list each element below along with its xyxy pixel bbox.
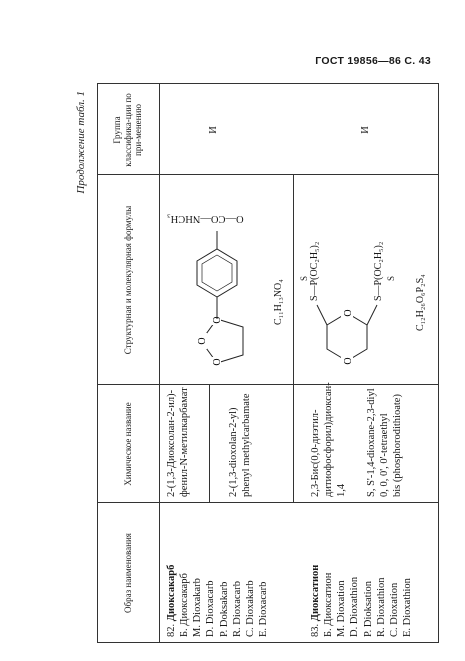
row-82-name: Диоксакарб [166,564,177,622]
row-83-s-bottom: S [386,275,396,281]
chem-ru-line: 2-(1,3-Диоксолан-2-ил)- [166,389,177,497]
row-83-formula: C₁₂H₂₆O₆P₂S₄ [415,274,426,331]
oxygen-label: O [212,316,223,324]
row-82-chem-en [227,387,253,497]
row-82-side-group [167,185,277,225]
row-82-formula: C₁₁H₁₃NO₄ [273,279,284,325]
column-divider-3 [97,174,439,175]
column-header-chemical: Химическое название [122,402,133,486]
oxygen-label: O [197,337,208,345]
continuation-caption: Продолжение табл. 1 [75,91,87,194]
rotated-table-page [69,83,439,643]
row-83-s-top: S [299,275,309,281]
table-top-border [97,83,98,643]
row-83-variant: М. Dioxation [336,580,348,637]
row-82-variant: P. Doksakarb [218,581,230,637]
column-header-group: Группа классифика-ции по при-менению [112,93,144,167]
row-83-struct-top: S—P(OC₂H₅)₂ [309,241,320,301]
column-header-formula: Структурная и молекулярная формулы [122,205,133,355]
row-83-group: И [360,126,371,134]
row-83-variant: P. Dioksation [362,580,374,637]
table-right-border [97,83,439,84]
row-83-chem-ru [309,382,348,497]
header-divider [159,83,160,643]
page-header: ГОСТ 19856—86 С. 43 [315,55,431,67]
oxygen-label: O [212,358,223,366]
row-82-struct-label: O—CO—NHCH₃ [167,213,244,224]
row-83-name-cell [309,505,414,637]
column-divider-1 [97,502,439,503]
oxygen-label: O [343,357,354,365]
row-82-inner-divider [209,385,210,503]
row-82-group: И [208,126,219,134]
table-bottom-border [438,83,439,643]
dioxane-ring [327,313,367,361]
chem-en-line: bis (phosphorodithioate) [392,394,404,497]
chem-ru-line: 1,4 [336,483,348,497]
row-divider [293,175,294,503]
table [97,83,439,643]
chem-en-line: 0, 0, 0', 0'-tetraethyl [379,413,391,497]
chem-en-line: phenyl methylcarbamate [241,393,253,497]
chem-ru-line: 2,3-Бис(0,0-диэтил- [310,409,321,497]
row-83-variant: C. Dioxation [388,582,400,637]
chem-en-line: S, S'-1,4-dioxane-2,3-diyl [366,388,377,497]
column-header-name: Образ наименования [122,533,133,613]
row-83-chem-en [365,387,404,497]
row-83-variant: R. Dioxathion [375,577,387,637]
row-83-variant: E. Dioxathion [401,578,413,637]
row-83-variant: D. Dioxathion [349,576,361,637]
row-82-variant: R. Dioxacarb [231,581,243,637]
row-82-variant: М. Dioxakarb [192,578,204,637]
chem-ru-line: дитиофосфорил)диоксан- [323,382,335,497]
chem-en-line: 2-(1,3-dioxolan-2-yl) [228,407,239,497]
row-82-number: 82. [166,623,177,637]
chem-ru-line: фенил-N-метилкарбамат [179,387,191,497]
column-divider-2 [97,384,439,385]
row-82-variant: C. Dioxakarb [244,580,256,637]
row-82-name-cell [165,505,270,637]
row-82-variant: Б. Диоксакарб [179,573,191,637]
row-82-variant: E. Dioxacarb [257,581,269,637]
benzene-ring [197,249,237,297]
row-83-name: Диоксатион [310,564,321,622]
table-left-border [97,642,439,643]
row-83-number: 83. [310,623,321,637]
oxygen-label: O [343,309,354,317]
row-83-struct-bottom: S—P(OC₂H₅)₂ [373,241,384,301]
row-82-chem-ru [165,387,191,497]
row-82-variant: D. Dioxacarb [205,580,217,637]
row-83-variant: Б. Диоксатион [323,572,335,637]
